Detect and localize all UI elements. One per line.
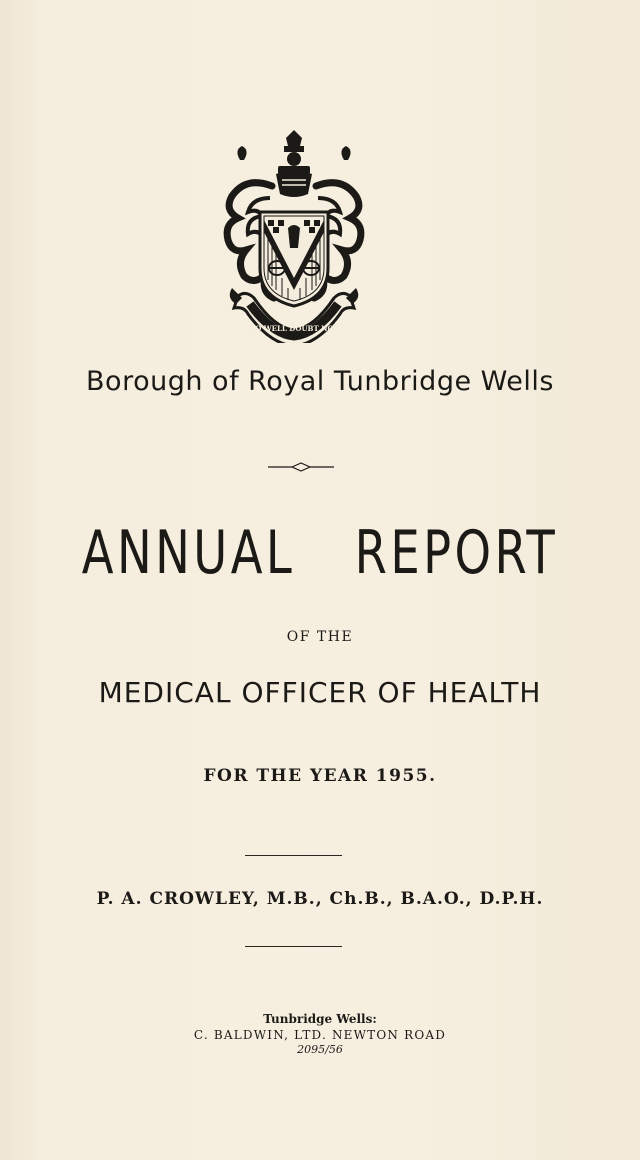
diamond-rule-ornament xyxy=(268,460,334,474)
report-subtitle: MEDICAL OFFICER OF HEALTH xyxy=(98,676,542,709)
imprint-code: 2095/56 xyxy=(297,1043,343,1056)
of-the-text: OF THE xyxy=(286,629,354,645)
report-title: ANNUAL REPORT xyxy=(81,518,559,588)
motto-text: DO WELL DOUBT NOT xyxy=(249,324,339,333)
imprint-printer: C. BALDWIN, LTD. NEWTON ROAD xyxy=(193,1028,447,1042)
borough-heading: Borough of Royal Tunbridge Wells xyxy=(86,366,554,397)
divider-rule xyxy=(245,855,342,856)
imprint-city: Tunbridge Wells: xyxy=(263,1012,377,1026)
divider-rule xyxy=(245,946,342,947)
coat-of-arms-icon xyxy=(212,128,376,343)
author-name: P. A. CROWLEY, M.B., Ch.B., B.A.O., D.P.H. xyxy=(96,889,544,909)
report-year: FOR THE YEAR 1955. xyxy=(203,766,437,786)
